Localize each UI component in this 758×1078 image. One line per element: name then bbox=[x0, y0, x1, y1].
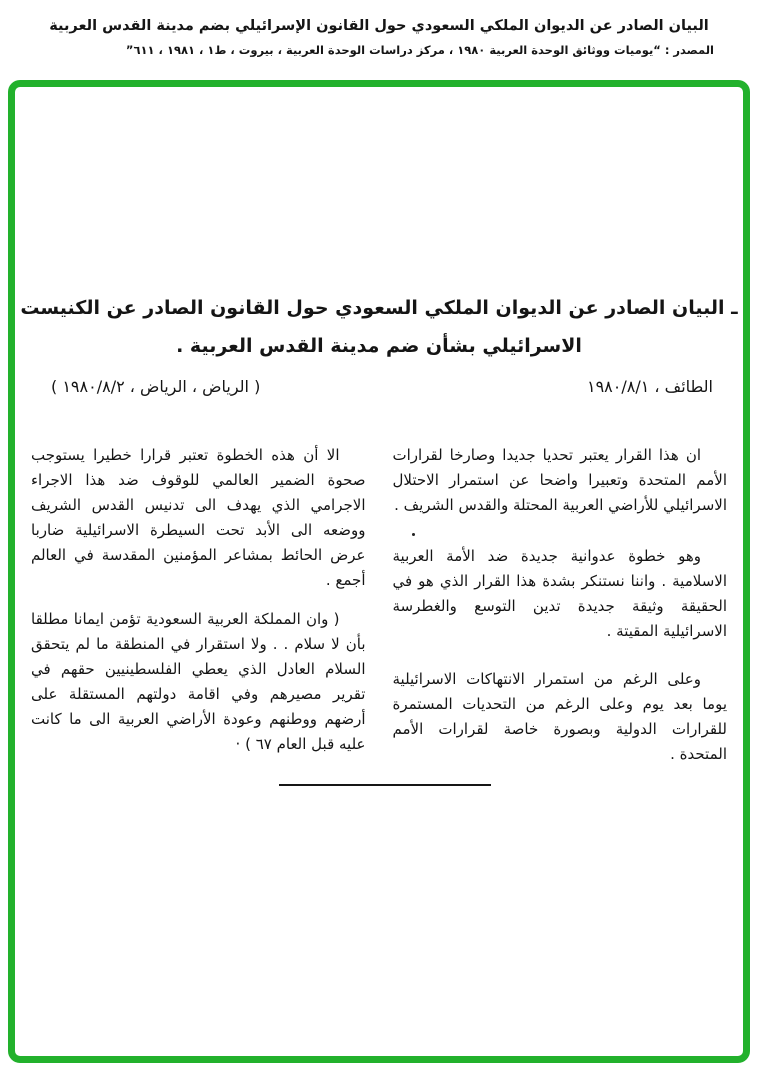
header-source-citation: المصدر : “يوميات ووثائق الوحدة العربية ١٩٨٠ ، مركز دراسات الوحدة العربية ، بيروت ، ط١ ، ١٩٨١ ، ٦١١” bbox=[125, 43, 714, 57]
ink-dot-artifact bbox=[412, 533, 415, 536]
document-title-line2: الاسرائيلي بشأن ضم مدينة القدس العربية . bbox=[176, 335, 582, 357]
paragraph: ان هذا القرار يعتبر تحديا جديدا وصارخا لقرارات الأمم المتحدة وتعبيرا واضحا عن استمرار الاحتلال الاسرائيلي للأراضي العربية المحتلة والقدس الشريف . bbox=[392, 446, 727, 514]
dateline-riyadh-newspaper: ( الرياض ، الرياض ، ١٩٨٠/٨/٢ ) bbox=[51, 377, 261, 396]
page-header bbox=[0, 14, 758, 60]
document-title-line1: ـ البيان الصادر عن الديوان الملكي السعودي حول القانون الصادر عن الكنيست bbox=[20, 297, 738, 319]
green-highlight-frame bbox=[8, 80, 750, 1063]
paragraph: ( وان المملكة العربية السعودية تؤمن ايمانا مطلقا بأن لا سلام . . ولا استقرار في المنطقة ما لم يتحقق السلام العادل الذي يعطي الفلسطينيين حقهم في تقرير مصيرهم وفي اقامة دولتهم المستقلة على أرضهم ووطنهم وعودة الأراضي العربية الى ما كانت عليه قبل العام ٦٧ ) · bbox=[31, 610, 366, 753]
paragraph: وعلى الرغم من استمرار الانتهاكات الاسرائيلية يوما بعد يوم وعلى الرغم من التحديات المستمرة للقرارات الدولية وبصورة خاصة لقرارات الأمم المتحدة . bbox=[392, 670, 727, 763]
paragraph: الا أن هذه الخطوة تعتبر قرارا خطيرا يستوجب صحوة الضمير العالمي للوقوف ضد هذا الاجراء الاجرامي الذي يهدف الى تدنيس القدس الشريف ووضعه الى الأبد تحت السيطرة الاسرائيلية ضاربا عرض الحائط بمشاعر المؤمنين المقدسة في العالم أجمع . bbox=[31, 446, 366, 589]
document-title bbox=[15, 289, 743, 365]
dateline bbox=[15, 375, 743, 399]
column-left bbox=[31, 443, 366, 790]
column-right bbox=[393, 443, 728, 790]
header-title: البيان الصادر عن الديوان الملكي السعودي حول القانون الإسرائيلي بضم مدينة القدس العربية bbox=[49, 18, 709, 34]
dateline-taif-date: الطائف ، ١٩٨٠/٨/١ bbox=[586, 377, 713, 396]
separator-line bbox=[279, 784, 491, 786]
paragraph: وهو خطوة عدوانية جديدة ضد الأمة العربية الاسلامية . واننا نستنكر بشدة هذا القرار الذي هو في الحقيقة وثيقة جديدة تدين التوسع والغطرسة الاسرائيلية المقيتة . bbox=[392, 547, 727, 640]
body-columns bbox=[31, 443, 727, 790]
